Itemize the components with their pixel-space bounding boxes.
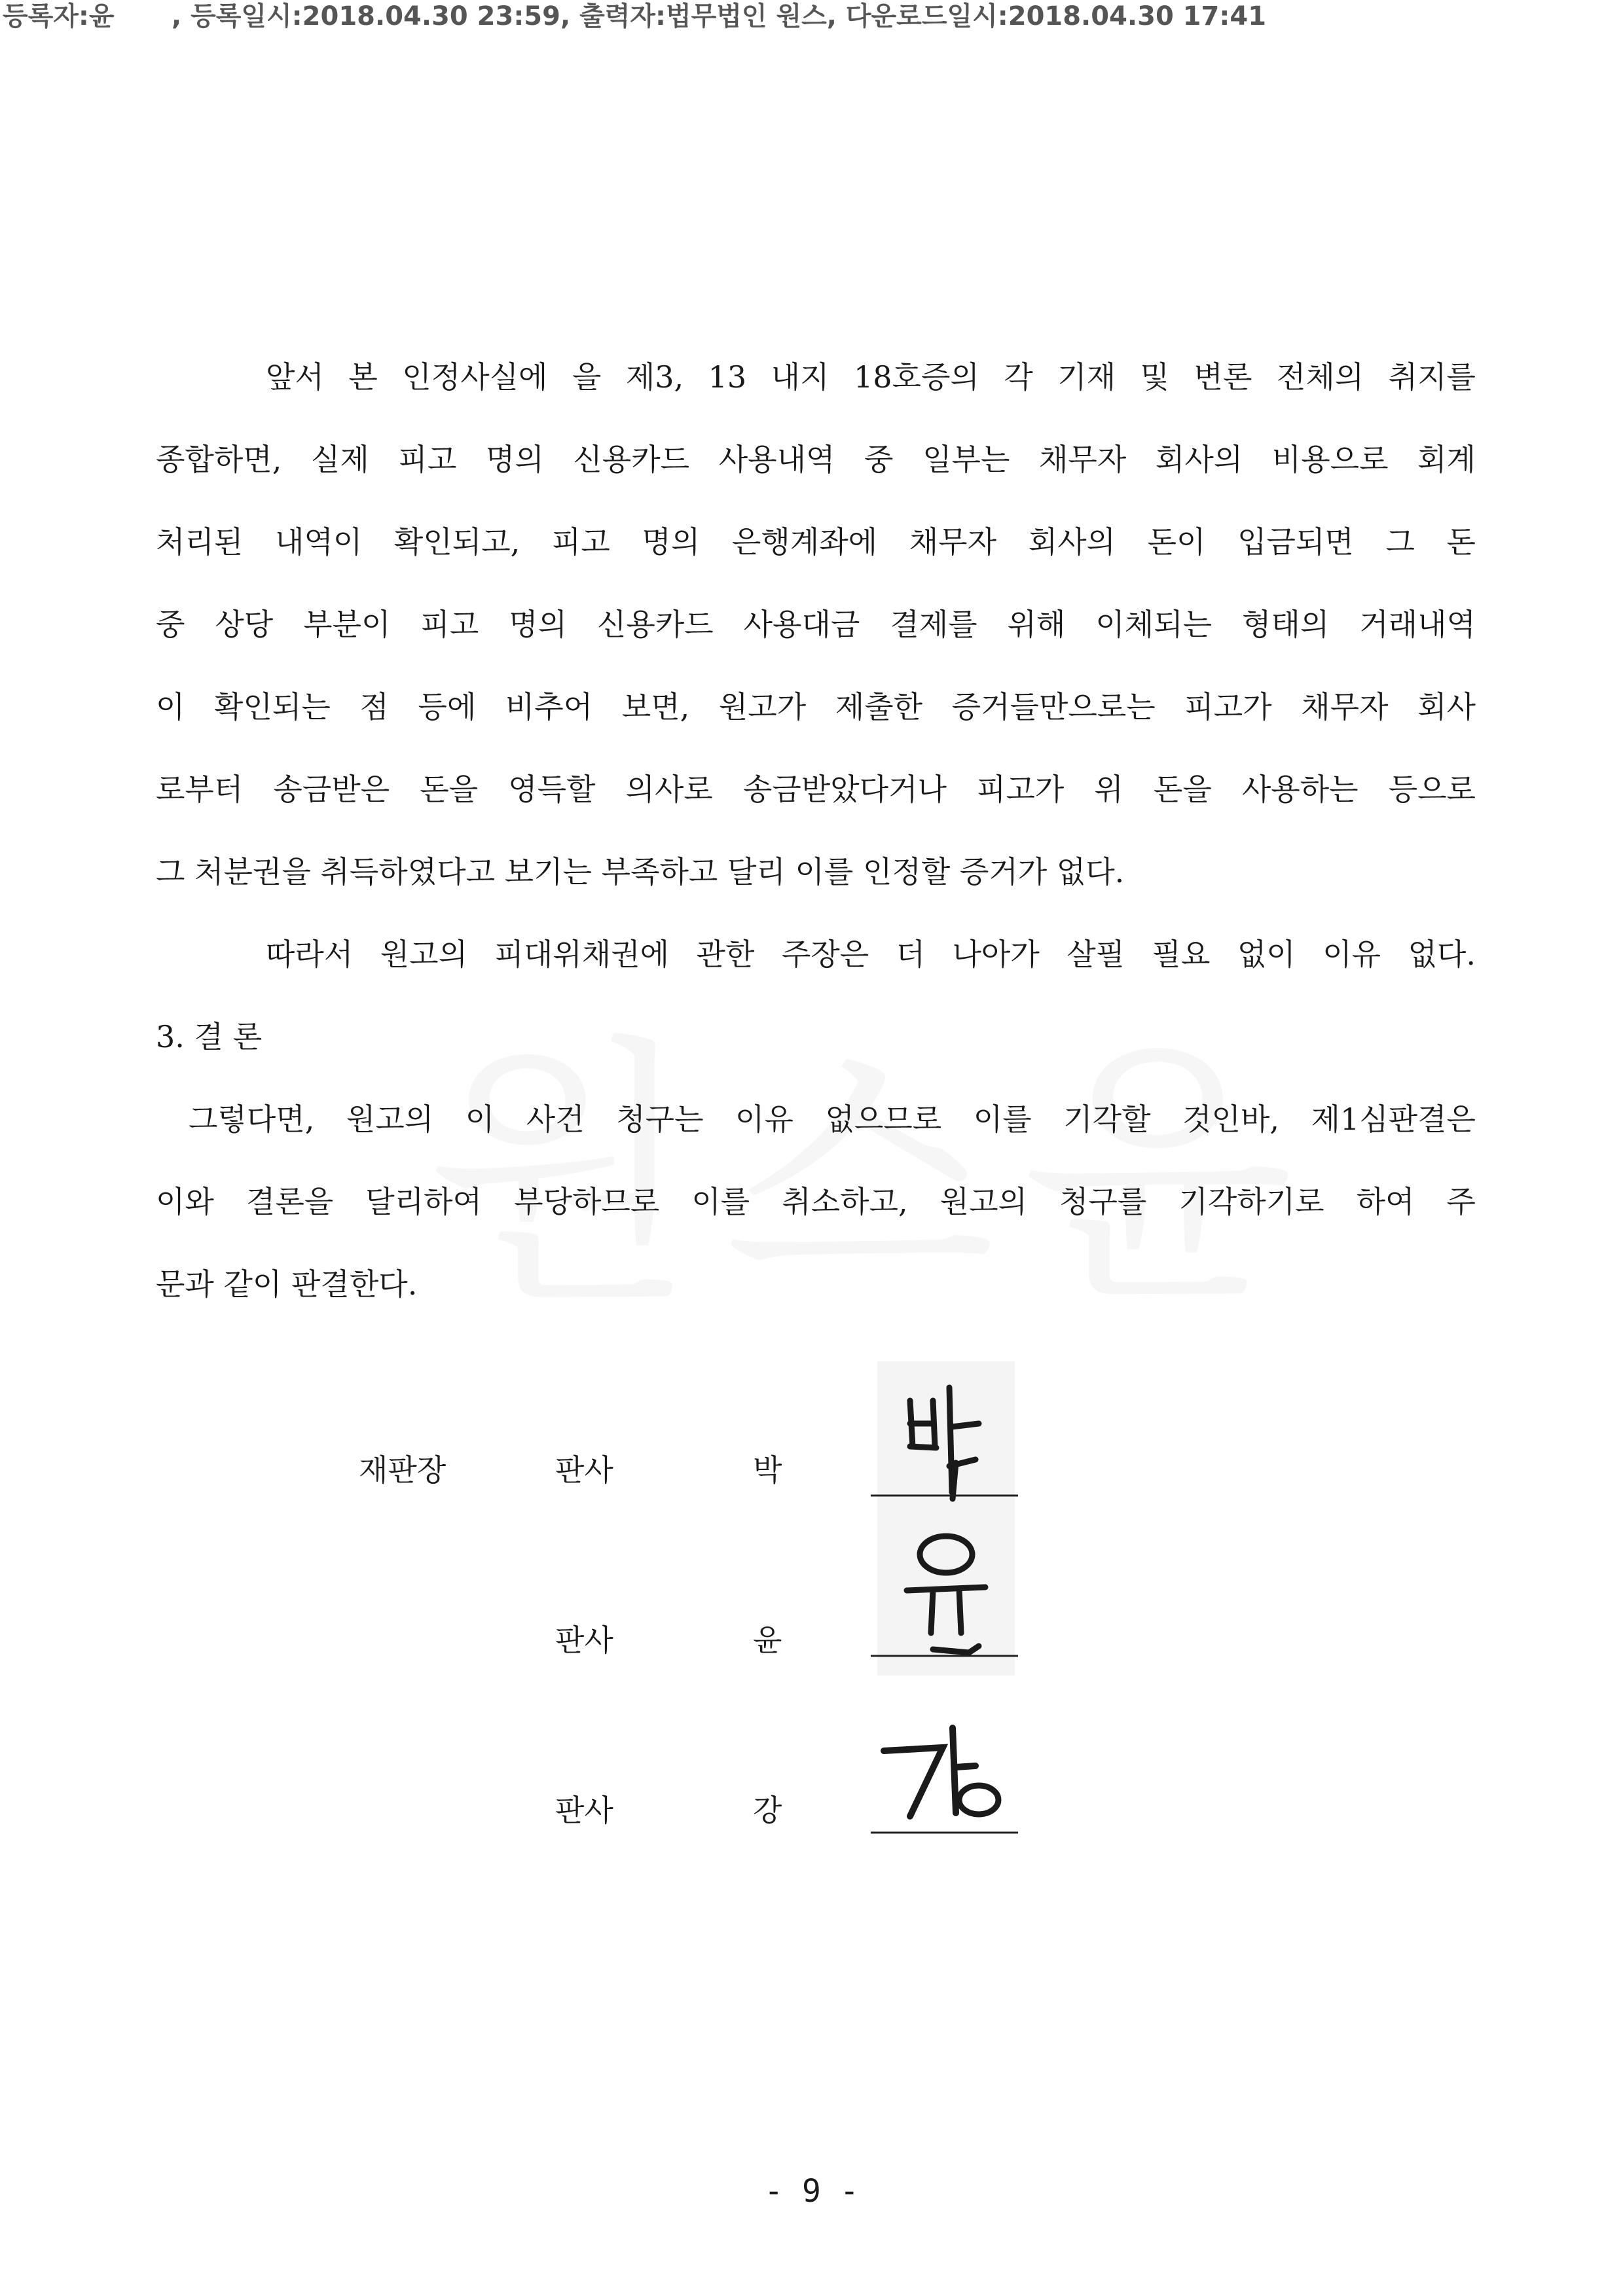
- paragraph-line: 이와 결론을 달리하여 부당하므로 이를 취소하고, 원고의 청구를 기각하기로 하여 주: [156, 1184, 1476, 1219]
- handwritten-signature: [871, 1518, 1021, 1676]
- paragraph-line: 그렇다면, 원고의 이 사건 청구는 이유 없으므로 이를 기각할 것인바, 제1심판결은: [189, 1102, 1476, 1137]
- registrant-text: 등록자:윤: [3, 1, 115, 31]
- signature-row: [0, 1682, 1623, 1839]
- paragraph-line: 중 상당 부분이 피고 명의 신용카드 사용대금 결제를 위해 이체되는 형태의 거래내역: [156, 607, 1476, 642]
- page-number: - 9 -: [764, 2173, 859, 2210]
- judge-title: 판사: [555, 1793, 613, 1828]
- paragraph-line: 처리된 내역이 확인되고, 피고 명의 은행계좌에 채무자 회사의 돈이 입금되면 그 돈: [156, 524, 1476, 560]
- section-heading: 3. 결 론: [156, 1019, 263, 1054]
- paragraph-line: 로부터 송금받은 돈을 영득할 의사로 송금받았다거나 피고가 위 돈을 사용하는 등으로: [156, 772, 1476, 807]
- judge-name: 박: [753, 1452, 782, 1488]
- paragraph-line: 따라서 원고의 피대위채권에 관한 주장은 더 나아가 살필 필요 없이 이유 없다.: [266, 937, 1476, 972]
- document-header: [0, 0, 1623, 33]
- handwritten-signature: [871, 1361, 1021, 1518]
- handwritten-signature: [871, 1702, 1021, 1859]
- paragraph-line: 이 확인되는 점 등에 비추어 보면, 원고가 제출한 증거들만으로는 피고가 채무자 회사: [156, 689, 1476, 725]
- paragraph-line: 그 처분권을 취득하였다고 보기는 부족하고 달리 이를 인정할 증거가 없다.: [156, 854, 1125, 889]
- paragraph-line: 종합하면, 실제 피고 명의 신용카드 사용내역 중 일부는 채무자 회사의 비용으로 회계: [156, 442, 1476, 477]
- judgment-body: [156, 336, 1476, 1325]
- signature-row: [0, 1512, 1623, 1669]
- judge-title: 판사: [555, 1623, 613, 1658]
- judge-name: 윤: [753, 1623, 782, 1658]
- judge-title: 판사: [555, 1452, 613, 1488]
- presiding-judge-label: 재판장: [359, 1452, 447, 1488]
- signature-row: [0, 1342, 1623, 1499]
- paragraph-line: 문과 같이 판결한다.: [156, 1266, 418, 1302]
- registration-info-text: , 등록일시:2018.04.30 23:59, 출력자:법무법인 원스, 다운로드일시:2018.04.30 17:41: [172, 1, 1267, 31]
- judge-name: 강: [753, 1793, 782, 1828]
- paragraph-line: 앞서 본 인정사실에 을 제3, 13 내지 18호증의 각 기재 및 변론 전체의 취지를: [266, 359, 1476, 395]
